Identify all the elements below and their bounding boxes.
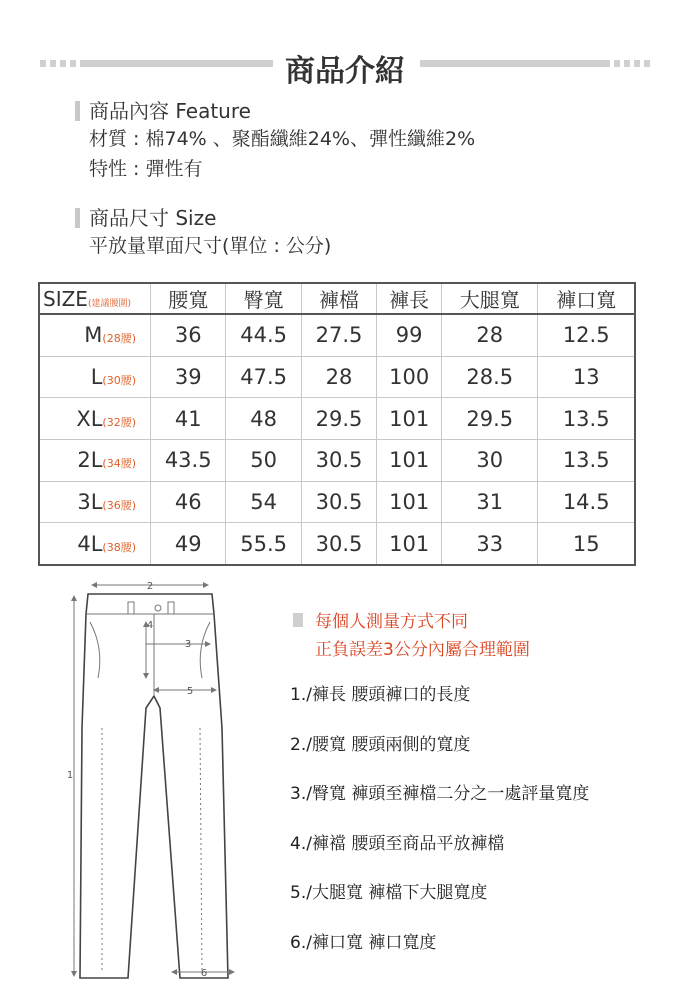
table-cell: 30.5 xyxy=(301,481,376,523)
table-cell: 30 xyxy=(442,439,538,481)
table-cell: 27.5 xyxy=(301,314,376,356)
feature-heading: 商品內容 Feature xyxy=(75,98,475,124)
table-row xyxy=(39,523,635,565)
size-table xyxy=(38,282,636,566)
measurement-steps xyxy=(290,678,680,976)
page-title: 商品介紹 xyxy=(273,54,417,89)
feature-section xyxy=(75,98,475,184)
table-cell: 29.5 xyxy=(301,398,376,440)
table-cell: 50 xyxy=(226,439,301,481)
column-header: 腰寬 xyxy=(151,283,226,314)
table-row xyxy=(39,439,635,481)
measurement-notes xyxy=(293,608,530,664)
table-cell: 13.5 xyxy=(538,439,635,481)
table-row xyxy=(39,314,635,356)
size-cell: XL(32腰) xyxy=(39,398,151,440)
table-cell: 28 xyxy=(301,356,376,398)
feature-text: 特性 : 彈性有 xyxy=(89,158,203,180)
table-cell: 99 xyxy=(377,314,442,356)
table-cell: 44.5 xyxy=(226,314,301,356)
label-1: 1 xyxy=(66,770,74,781)
step-item: 6./褲口寬 褲口寬度 xyxy=(290,932,437,953)
size-cell: 4L(38腰) xyxy=(39,523,151,565)
size-cell: L(30腰) xyxy=(39,356,151,398)
table-cell: 46 xyxy=(151,481,226,523)
size-cell: 3L(36腰) xyxy=(39,481,151,523)
table-cell: 101 xyxy=(377,481,442,523)
table-cell: 43.5 xyxy=(151,439,226,481)
step-item: 3./臀寬 褲頭至褲檔二分之一處評量寬度 xyxy=(290,784,590,805)
table-cell: 48 xyxy=(226,398,301,440)
table-cell: 54 xyxy=(226,481,301,523)
table-cell: 15 xyxy=(538,523,635,565)
table-cell: 101 xyxy=(377,398,442,440)
table-cell: 30.5 xyxy=(301,523,376,565)
label-4: 4 xyxy=(146,620,154,631)
table-header-row xyxy=(39,283,635,314)
table-cell: 29.5 xyxy=(442,398,538,440)
table-cell: 41 xyxy=(151,398,226,440)
table-cell: 28.5 xyxy=(442,356,538,398)
table-cell: 13 xyxy=(538,356,635,398)
table-cell: 55.5 xyxy=(226,523,301,565)
table-cell: 49 xyxy=(151,523,226,565)
step-item: 4./褲襠 腰頭至商品平放褲檔 xyxy=(290,833,505,854)
table-row xyxy=(39,356,635,398)
section-title-bar xyxy=(40,44,650,89)
table-cell: 101 xyxy=(377,439,442,481)
note-line-1: 每個人測量方式不同 xyxy=(293,608,530,636)
label-2: 2 xyxy=(146,581,154,592)
size-section xyxy=(75,205,331,261)
step-item: 1./褲長 腰頭褲口的長度 xyxy=(290,685,471,705)
table-cell: 39 xyxy=(151,356,226,398)
table-cell: 36 xyxy=(151,314,226,356)
size-column-header: SIZE(建議腰圍) xyxy=(39,283,151,314)
label-6: 6 xyxy=(200,968,208,979)
size-cell: M(28腰) xyxy=(39,314,151,356)
step-item: 5./大腿寬 褲檔下大腿寬度 xyxy=(290,883,488,904)
column-header: 臀寬 xyxy=(226,283,301,314)
step-item: 2./腰寬 腰頭兩側的寬度 xyxy=(290,734,471,755)
table-cell: 31 xyxy=(442,481,538,523)
table-cell: 47.5 xyxy=(226,356,301,398)
table-cell: 12.5 xyxy=(538,314,635,356)
size-cell: 2L(34腰) xyxy=(39,439,151,481)
table-cell: 100 xyxy=(377,356,442,398)
label-5: 5 xyxy=(186,686,194,697)
material-text: 材質 : 棉74% 、聚酯纖維24%、彈性纖維2% xyxy=(89,128,476,150)
table-row xyxy=(39,481,635,523)
table-cell: 30.5 xyxy=(301,439,376,481)
pants-measurement-diagram xyxy=(50,578,250,988)
table-cell: 101 xyxy=(377,523,442,565)
size-note: 平放量單面尺寸(單位 : 公分) xyxy=(89,235,332,257)
note-marker xyxy=(293,613,303,627)
label-3: 3 xyxy=(184,639,192,650)
table-row xyxy=(39,398,635,440)
table-cell: 33 xyxy=(442,523,538,565)
table-cell: 28 xyxy=(442,314,538,356)
column-header: 褲長 xyxy=(377,283,442,314)
column-header: 大腿寬 xyxy=(442,283,538,314)
table-cell: 14.5 xyxy=(538,481,635,523)
column-header: 褲檔 xyxy=(301,283,376,314)
column-header: 褲口寬 xyxy=(538,283,635,314)
size-heading: 商品尺寸 Size xyxy=(75,205,331,231)
note-line-2: 正負誤差3公分內屬合理範圍 xyxy=(315,640,530,660)
table-cell: 13.5 xyxy=(538,398,635,440)
